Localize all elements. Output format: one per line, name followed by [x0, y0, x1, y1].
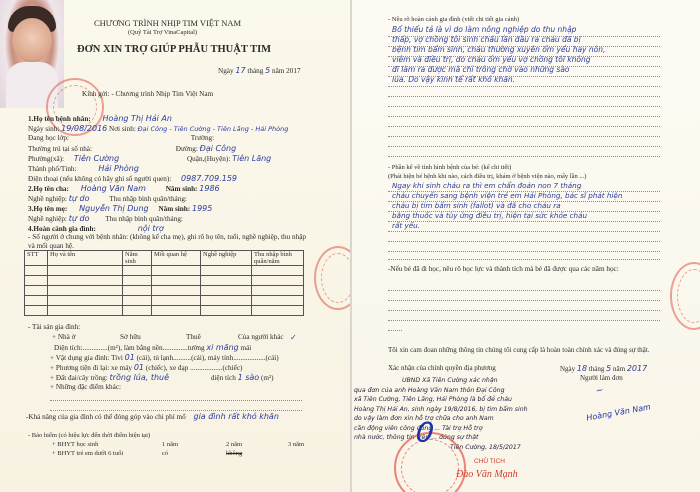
land-row: + Đất đai/cây trồng: trồng lúa, thuê diện tích 1 sào (m²): [50, 373, 274, 382]
table-row: [25, 286, 304, 296]
vehicle-row: + Phương tiện đi lại: xe máy 01 (chiếc), xe đạp ..................(chiếc): [50, 363, 243, 372]
house-row: + Nhà ở Sở hữu Thuê Của người khác ✓: [52, 333, 297, 342]
applicant-label: Người làm đơn: [580, 374, 623, 382]
household-items-row: + Vật dụng gia đình: Tivi 01 (cái), tủ lạnh..........(cái), máy tính..................(cái): [50, 353, 279, 362]
child-insurance-row: + BHYT trẻ em dưới 6 tuổi có không: [52, 450, 243, 457]
th-job: Nghề nghiệp: [201, 251, 252, 266]
red-stamp-edge: [314, 246, 350, 310]
right-page: [352, 0, 700, 492]
ward-row: Phường(xã): Tiên Cường Quận,(Huyện): Tiên Lãng: [28, 154, 272, 163]
illness-handwriting: Ngay khi sinh cháu ra thì em chẩn đoán non 7 tháng cháu chuyển sang bệnh viện trẻ em Hải Phòng, bác sĩ phát hiện cháu bị tim bẩm sinh (fallot) và đã cho cháu ra bằng thuốc và tùy ứng điều trị, hiện tại sức khỏe cháu rất yếu.: [392, 181, 623, 230]
patient-name-value: Hoàng Thị Hải An: [102, 114, 172, 123]
th-stt: STT: [25, 251, 48, 266]
table-row: [25, 266, 304, 276]
red-stamp-edge: [670, 262, 700, 330]
chairman-signature: 0: [413, 414, 437, 451]
table-row: [25, 296, 304, 306]
family-heading-row: 4.Hoàn cảnh gia đình: nội trợ: [28, 224, 164, 233]
pledge-text: Tôi xin cam đoan những thông tin chúng tôi cung cấp là hoàn toàn chính xác và đúng sự thật.: [388, 346, 650, 354]
th-income: Thu nhập bình quân/năm: [252, 251, 304, 266]
addressee: Kính gởi: - Chương trình Nhịp Tim Việt Nam: [82, 90, 214, 98]
sign-date: Ngày 18 tháng 5 năm 2017: [560, 364, 648, 373]
father-job-row: Nghề nghiệp: tự do Thu nhập bình quân/tháng:: [28, 194, 187, 203]
father-row: 2.Họ tên cha: Hoàng Văn Nam Năm sinh: 1986: [28, 184, 220, 193]
school-row: Đang học lớp: Trường:: [28, 134, 215, 142]
checkmark-icon: ✓: [290, 333, 297, 342]
dob-row: Ngày sinh: 19/08/2016 Nơi sinh: Đại Công - Tiên Cường - Tiên Lãng - Hải Phòng: [28, 124, 289, 133]
chairman-name: Đào Văn Mạnh: [456, 469, 518, 480]
illness-sub-label: (Phát hiện bé bệnh khi nào, cách điều trị, khám ở bệnh viện nào, mấy lần ...): [388, 173, 587, 180]
dotted-line: [50, 400, 302, 401]
mother-row: 3.Họ tên mẹ: Nguyễn Thị Dung Năm sinh: 1995: [28, 204, 213, 213]
table-row: [25, 306, 304, 316]
student-insurance-row: + BHYT học sinh 1 năm 2 năm 3 năm: [52, 441, 305, 448]
chairman-title: CHỦ TỊCH: [474, 458, 505, 465]
th-relation: Mối quan hệ: [152, 251, 201, 266]
program-name: CHƯƠNG TRÌNH NHỊP TIM VIỆT NAM: [94, 18, 242, 28]
dotted-line: [50, 410, 302, 411]
household-table: [24, 250, 304, 316]
applicant-signature: ~: [595, 385, 605, 397]
other-features-row: + Những đặc điểm khác:: [50, 383, 122, 391]
applicant-name: Hoàng Văn Nam: [585, 402, 652, 423]
mother-job-row: Nghề nghiệp: tự do Thu nhập bình quân/tháng:: [28, 214, 183, 223]
assets-heading: - Tài sản gia đình:: [28, 323, 81, 331]
insurance-heading: - Bảo hiểm (có hiệu lực đến thời điểm hiện tại): [28, 432, 151, 439]
school-label: -Nếu bé đã đi học, nêu rõ học lực và thành tích mà bé đã được qua các năm học:: [388, 265, 619, 273]
form-title: ĐƠN XIN TRỢ GIÚP PHẪU THUẬT TIM: [77, 44, 272, 55]
th-year: Năm sinh: [123, 251, 152, 266]
illness-label: - Phần kể về tình hình bệnh của bé: (kể chi tiết): [388, 164, 512, 171]
family-detail-label: - Nêu rõ hoàn cảnh gia đình (viết chi tiết gia cảnh): [388, 16, 520, 23]
local-auth-label: Xác nhận của chính quyền địa phương: [388, 364, 496, 372]
family-detail-handwriting: Bố thiếu tả là vì do làm nông nghiệp do thu nhập thấp, vợ chồng tôi sinh cháu lần đầu ra cháu đã bị bệnh tim bẩm sinh, cháu thường xuyên ốm yếu hay nôn, viêm và điều trị, do cháu ốm yếu vợ chồng tôi không đi làm ra được mà chỉ trông chờ vào những sào lúa. Do vậy kinh tế rất khó khăn.: [392, 25, 606, 84]
household-instructions: - Số người ở chung với bệnh nhân: (không kể cha mẹ), ghi rõ họ tên, tuổi, nghề nghiệp, thu nhập và mối quan hệ.: [28, 233, 306, 250]
city-row: Thành phố/Tỉnh: Hải Phòng: [28, 164, 139, 173]
sponsor-name: (Quỹ Tài Trợ VinaCapital): [128, 29, 198, 36]
patient-name-row: 1.Họ tên bệnh nhân: Hoàng Thị Hải An: [28, 114, 172, 123]
th-name: Họ và tên: [48, 251, 123, 266]
address-row: Thường trú tại số nhà: Đường: Đại Công: [28, 144, 237, 153]
local-auth-confirmation: UBND Xã Tiên Cường xác nhận qua đơn của anh Hoàng Văn Nam thôn Đại Công xã Tiên Cường, Tiên Lãng, Hải Phòng là bố đẻ cháu Hoàng Thị Hải An, sinh ngày 19/8/2016, bị tim bẩm sinh do vậy làm đơn xin hỗ trợ chữa cho anh Nam cần động viên công đồng ... Tài trợ Hỗ trợ nhà nước, thông tin trên ... đúng sự thật Tiên Cường, 18/5/2017: [354, 377, 528, 451]
table-row: [25, 276, 304, 286]
form-date: Ngày 17 tháng 5 năm 2017: [218, 66, 301, 75]
phone-row: Điện thoại (nếu không có hãy ghi số người quen): 0987.709.159: [28, 174, 238, 183]
area-row: Diện tích:..............(m²), làm bằng nền..............tường xi măng mái: [54, 343, 252, 352]
contribution-row: -Khả năng của gia đình có thể đóng góp vào chi phí mổ gia đình rất khó khăn: [26, 412, 279, 421]
